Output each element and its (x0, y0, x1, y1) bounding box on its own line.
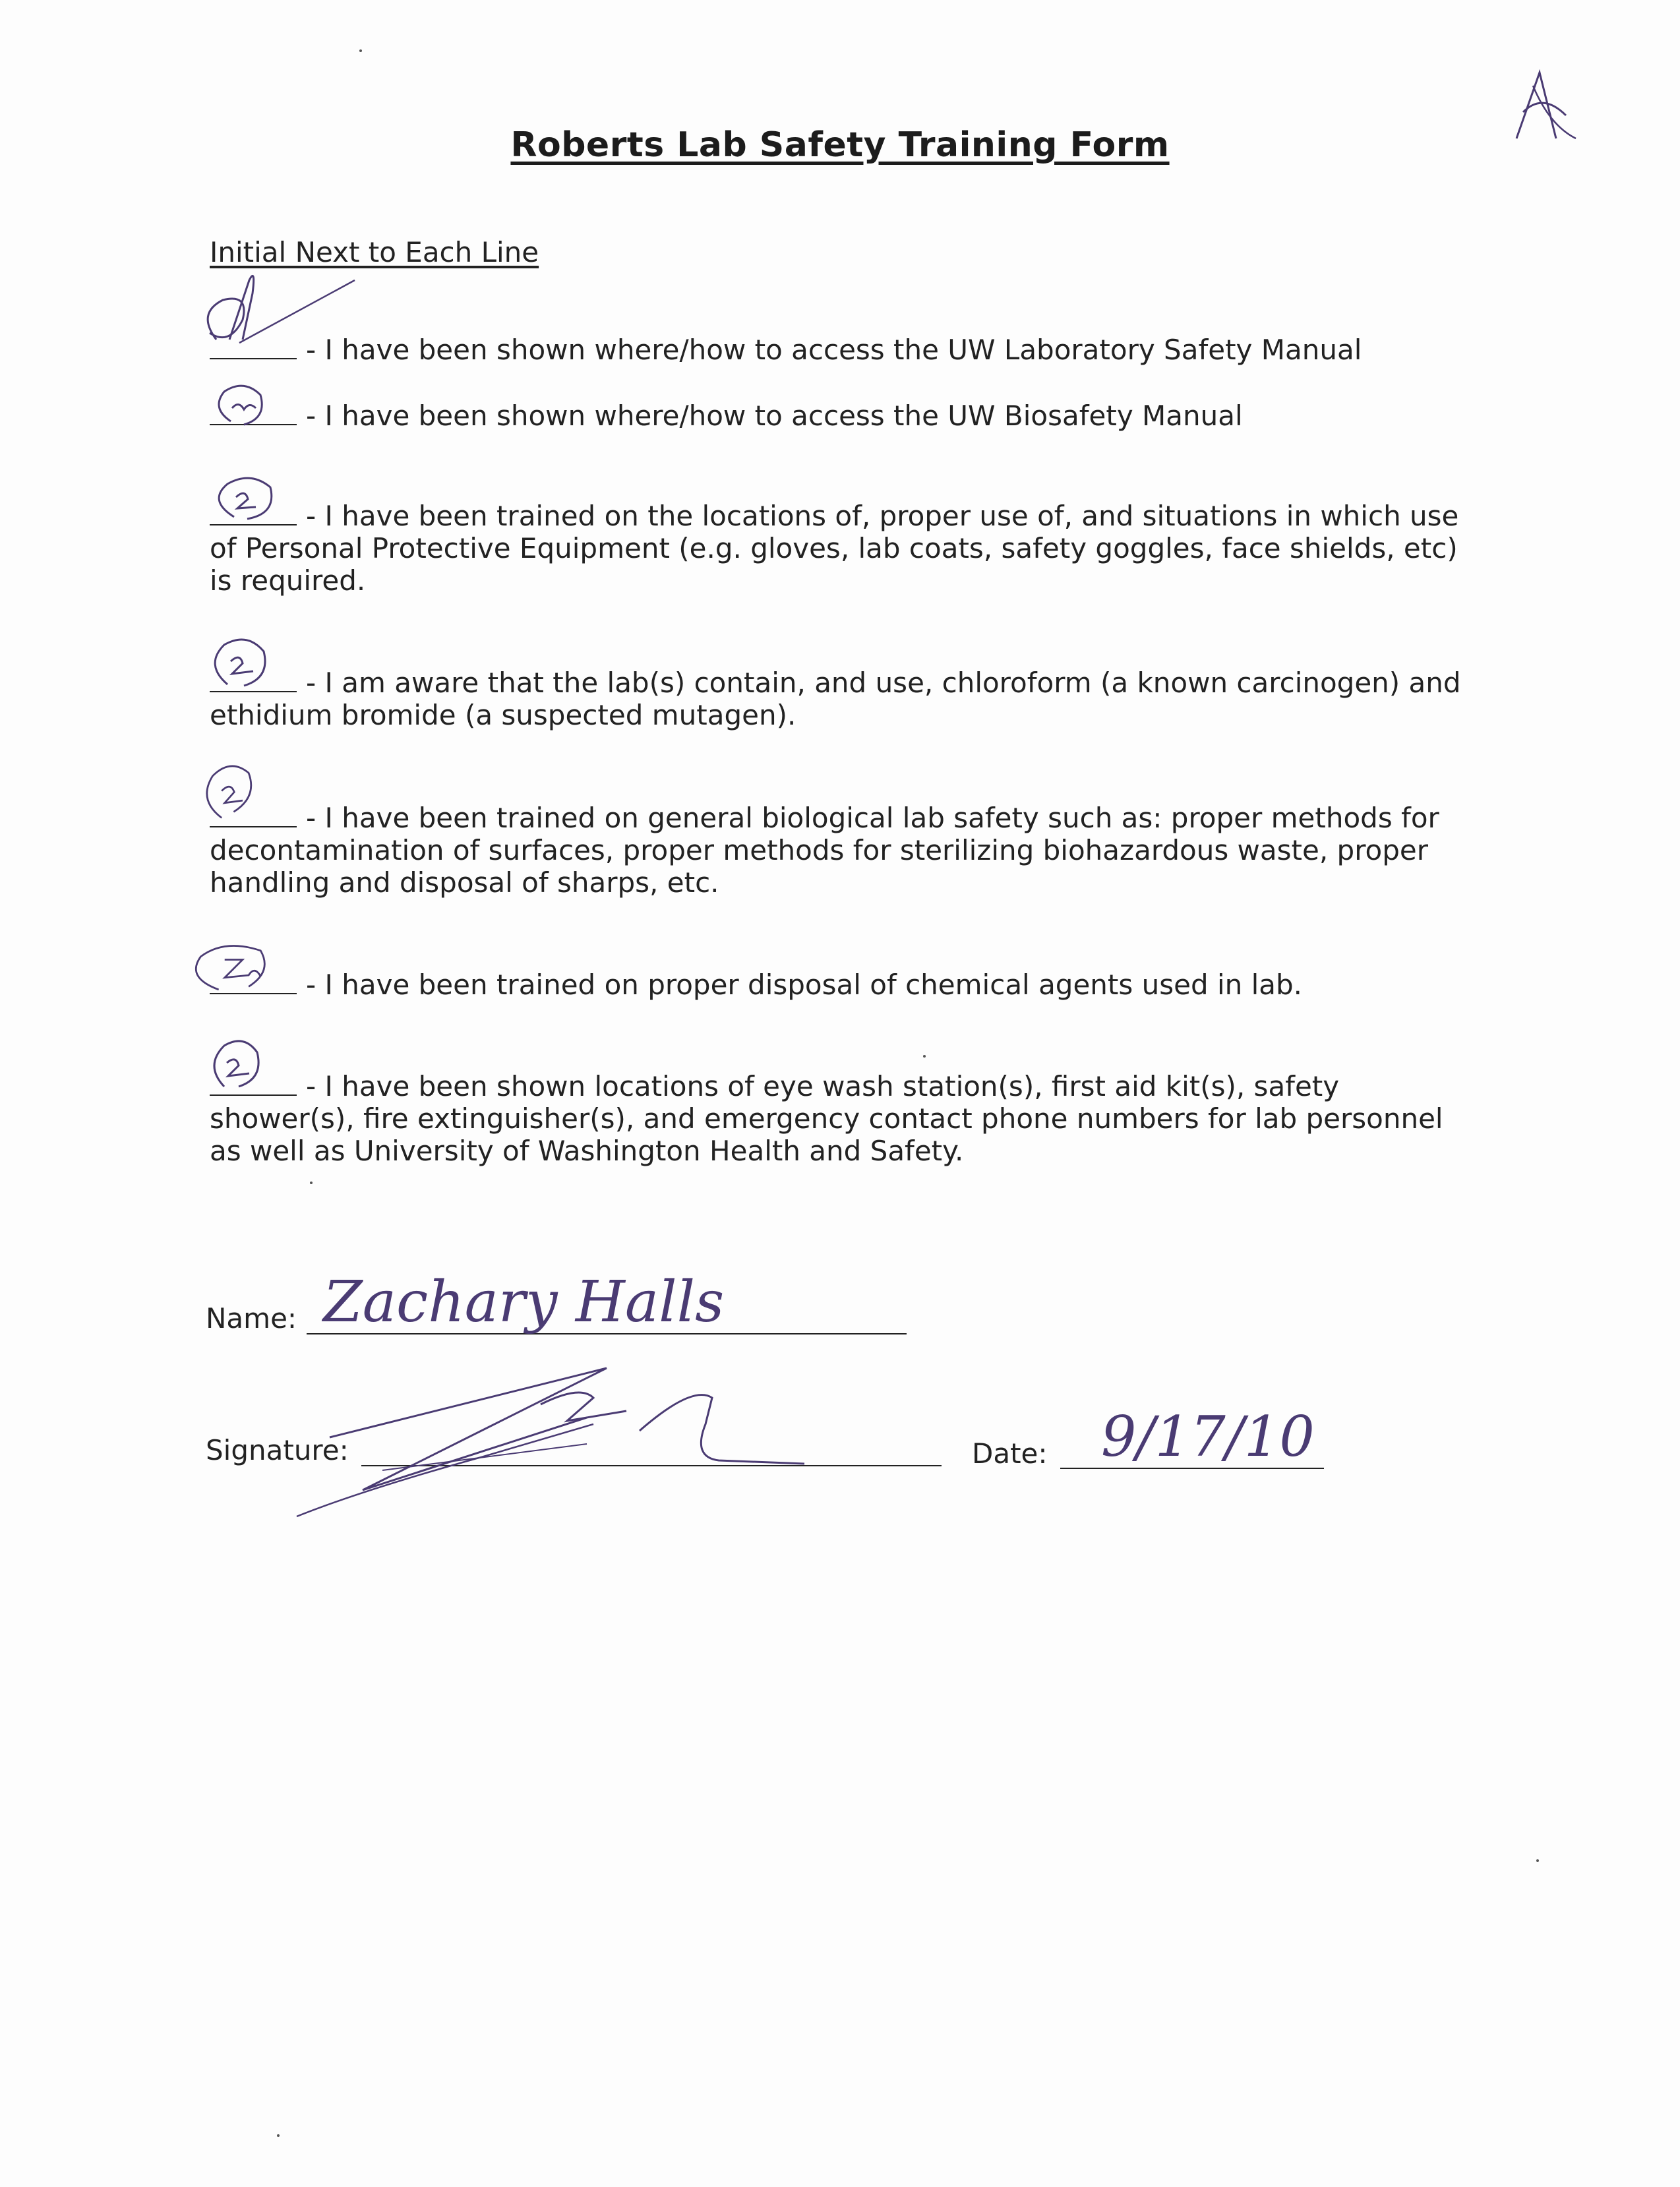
initials-mark-1 (190, 267, 361, 366)
initial-blank-2[interactable] (210, 399, 297, 425)
training-item-4 (210, 666, 1462, 731)
training-item-2 (210, 399, 1462, 432)
form-title: Roberts Lab Safety Training Form (510, 125, 1170, 165)
initial-blank-5[interactable] (210, 801, 297, 827)
initials-mark-6 (177, 930, 309, 996)
initials-mark-5 (190, 755, 295, 821)
name-label: Name: (206, 1302, 297, 1334)
signature-label: Signature: (206, 1434, 349, 1466)
initial-blank-4[interactable] (210, 666, 297, 692)
date-handwritten[interactable]: 9/17/10 (1101, 1404, 1315, 1469)
initials-mark-3 (198, 461, 303, 527)
training-item-7 (210, 1069, 1462, 1167)
scan-speck (359, 49, 362, 52)
scan-speck (923, 1055, 926, 1058)
item-text-4: - I am aware that the lab(s) contain, and use, chloroform (a known carcinogen) and ethidium bromide (a suspected mutagen). (210, 667, 1461, 731)
initial-blank-3[interactable] (210, 499, 297, 525)
instruction-heading: Initial Next to Each Line (210, 236, 539, 268)
training-item-3 (210, 499, 1462, 597)
training-item-1 (210, 333, 1462, 366)
initials-mark-4 (198, 625, 303, 691)
initial-blank-7[interactable] (210, 1069, 297, 1096)
date-label: Date: (972, 1437, 1048, 1470)
item-text-7: - I have been shown locations of eye wash station(s), first aid kit(s), safety shower(s), fire extinguisher(s), and emergency contact phone numbers for lab personnel as well as University of Washington Health and Safety. (210, 1070, 1443, 1167)
item-text-3: - I have been trained on the locations of, proper use of, and situations in which use of Personal Protective Equipment (e.g. gloves, lab coats, safety goggles, face shields, etc) is required. (210, 500, 1459, 597)
item-text-5: - I have been trained on general biological lab safety such as: proper methods for decontamination of surfaces, proper methods for sterilizing biohazardous waste, proper handling and disposal of sharps, etc. (210, 802, 1439, 899)
scan-speck (1536, 1859, 1539, 1862)
initials-mark-2 (198, 369, 303, 434)
name-handwritten[interactable]: Zachary Halls (323, 1269, 725, 1335)
signature-scribble[interactable] (284, 1358, 798, 1523)
scan-speck (277, 2134, 280, 2137)
training-item-6 (210, 968, 1462, 1001)
initials-mark-7 (198, 1026, 303, 1092)
item-text-2: - I have been shown where/how to access the UW Biosafety Manual (306, 400, 1243, 432)
item-text-6: - I have been trained on proper disposal of chemical agents used in lab. (306, 969, 1303, 1001)
initial-blank-1[interactable] (210, 333, 297, 359)
initial-blank-6[interactable] (210, 968, 297, 994)
item-text-1: - I have been shown where/how to access the UW Laboratory Safety Manual (306, 334, 1362, 366)
scan-speck (310, 1182, 313, 1184)
training-item-5 (210, 801, 1462, 899)
